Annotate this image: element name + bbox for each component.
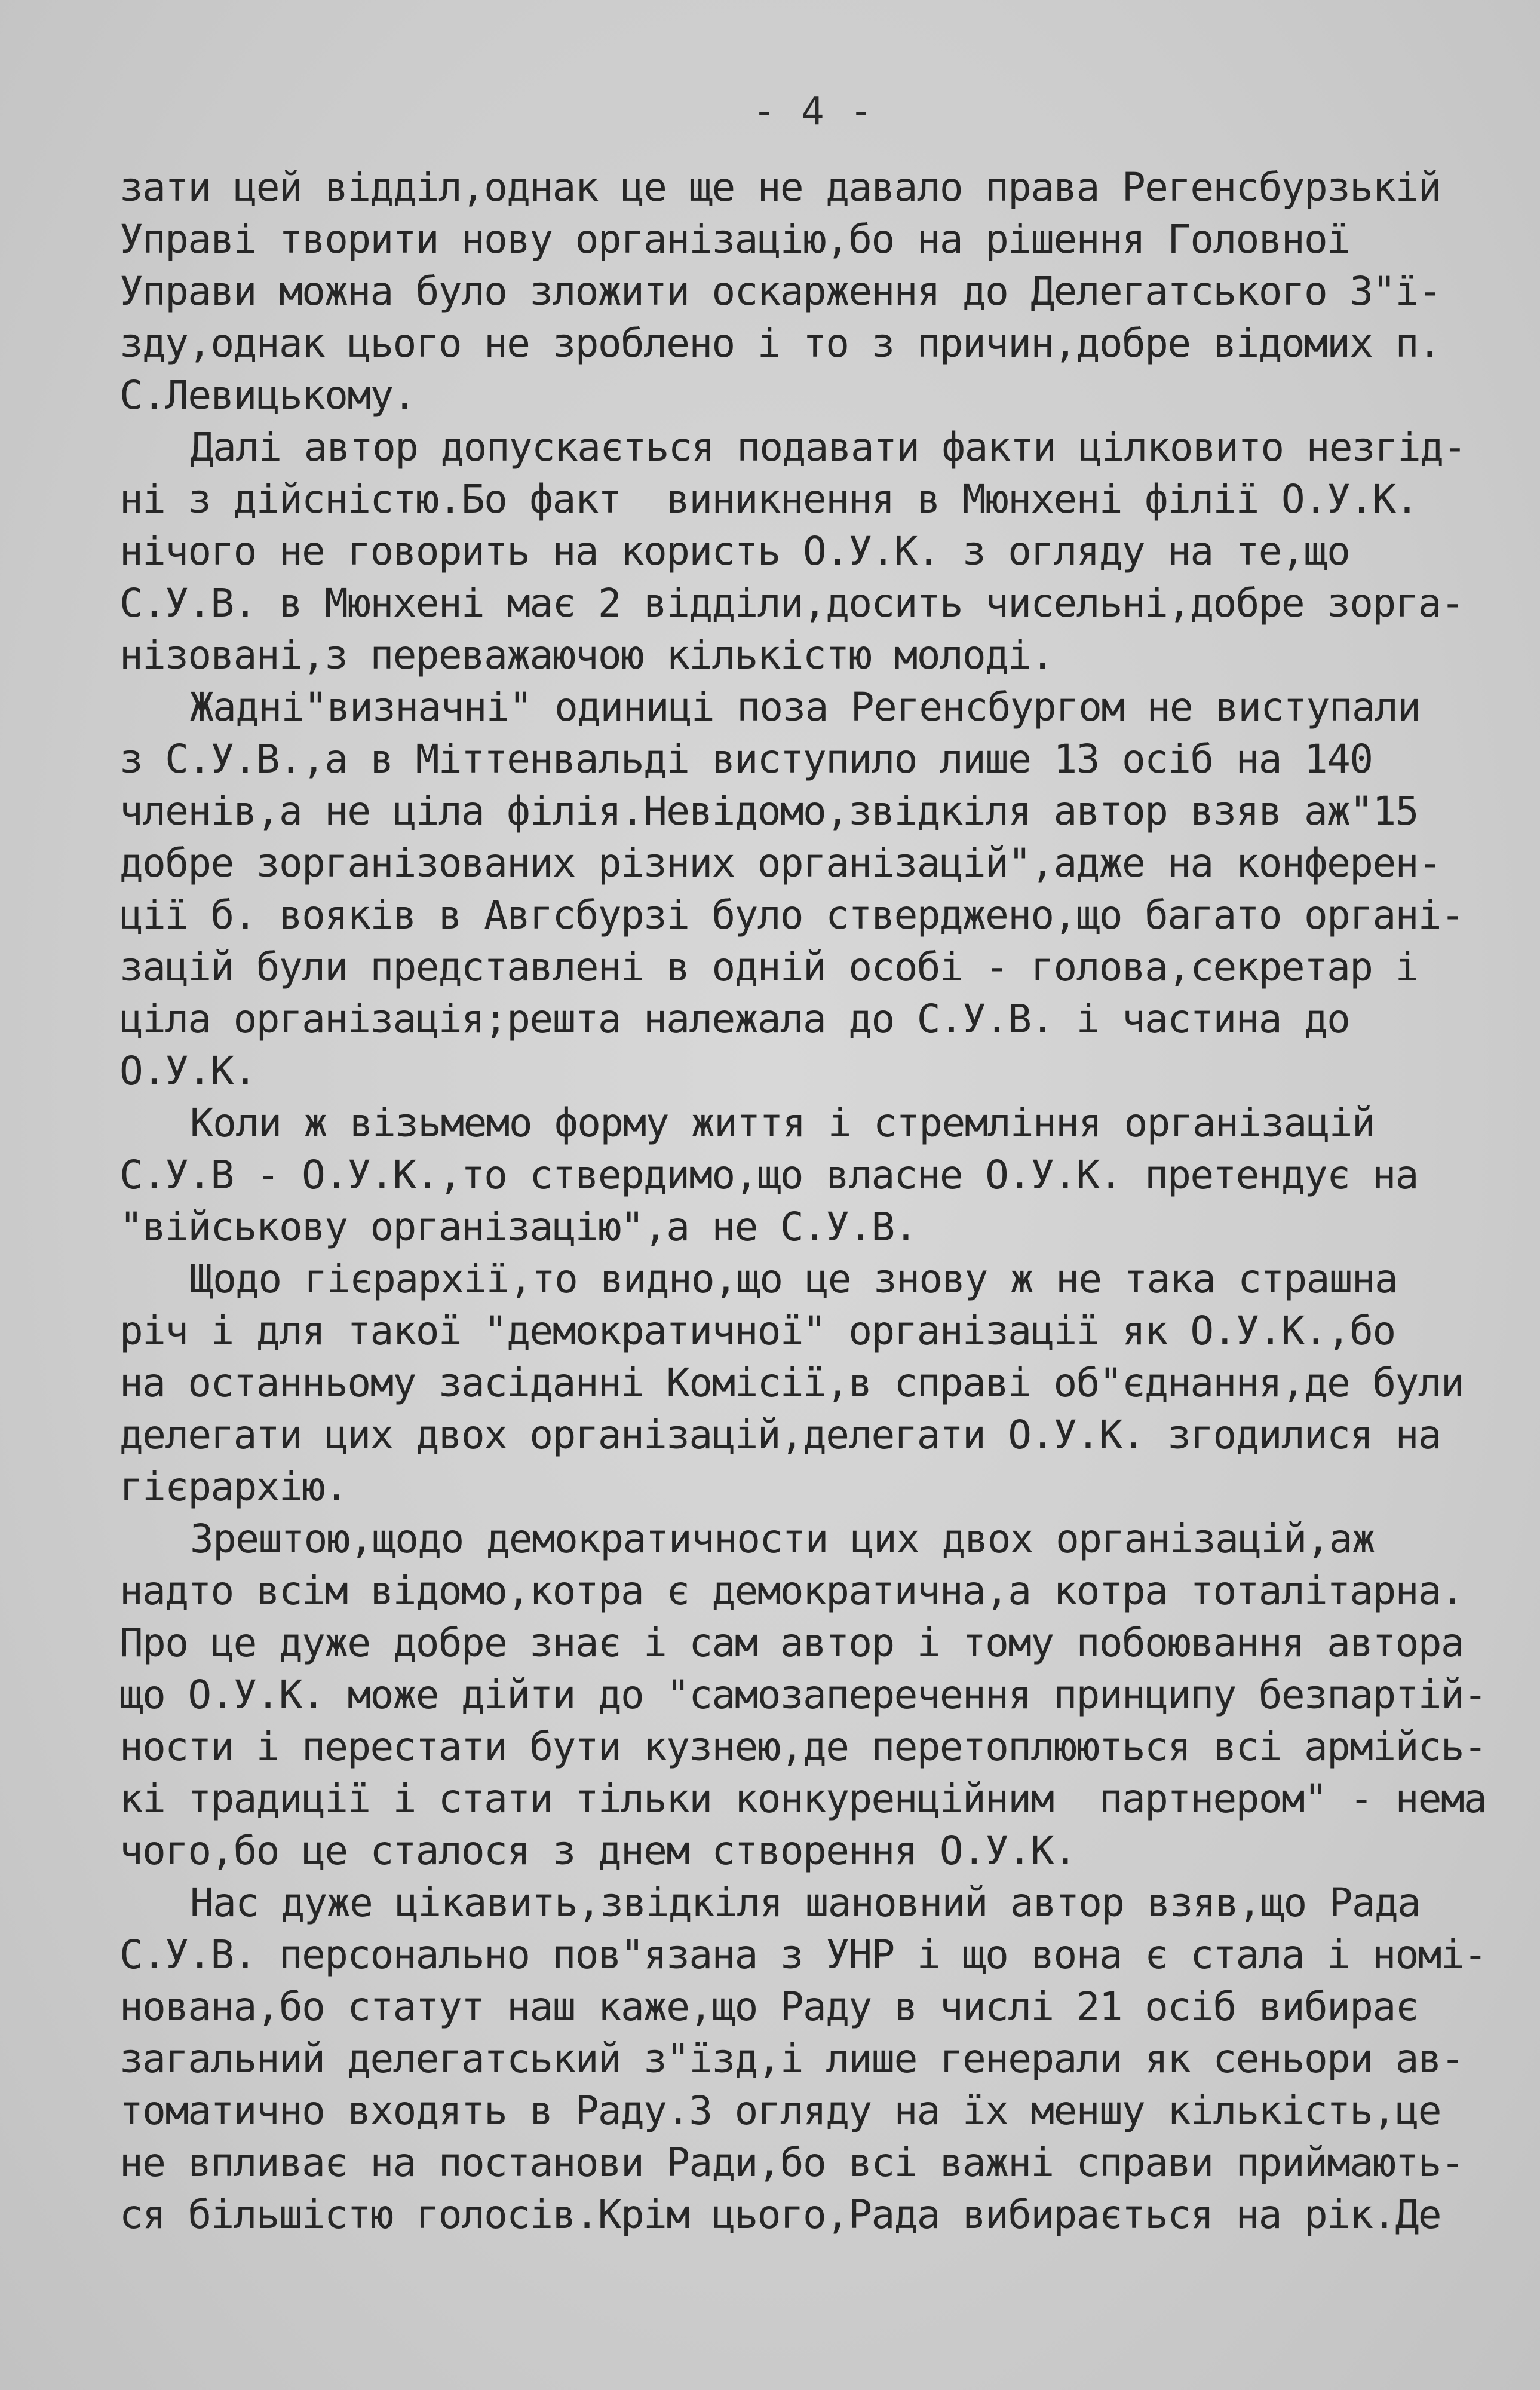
text-line: Про це дуже добре знає і сам автор і тому побоювання автора (119, 1620, 1464, 1666)
text-line: надто всім відомо,котра є демократична,а котра тоталітарна. (119, 1568, 1464, 1614)
document-body (119, 161, 1487, 2241)
text-line: С.У.В. в Мюнхені має 2 відділи,досить чисельні,добре зорга- (119, 580, 1464, 626)
text-line: чого,бо це сталося з днем створення О.У.К. (119, 1828, 1076, 1874)
text-line: що О.У.К. може дійти до "самозаперечення принципу безпартій- (119, 1672, 1487, 1718)
text-line: зати цей відділ,однак це ще не давало права Регенсбурзькій (119, 164, 1441, 210)
paragraph-start-line: Щодо гієрархії,то видно,що це знову ж не така страшна (190, 1256, 1398, 1302)
text-line: Управі творити нову організацію,бо на рішення Головної (119, 216, 1350, 262)
text-line: нована,бо статут наш каже,що Раду в числі 21 осіб вибирає (119, 1984, 1418, 2030)
text-line: С.У.В. персонально пов"язана з УНР і що вона є стала і номі- (119, 1932, 1487, 1978)
text-line: з С.У.В.,а в Міттенвальді виступило лише 13 осіб на 140 (119, 736, 1373, 782)
text-line: "військову організацію",а не С.У.В. (119, 1204, 917, 1250)
text-line: О.У.К. (119, 1048, 256, 1094)
text-line: загальний делегатський з"їзд,і лише генерали як сеньори ав- (119, 2036, 1464, 2082)
text-line: кі традиції і стати тільки конкуренційним партнером" - нема (119, 1776, 1487, 1822)
text-line: ціла організація;решта належала до С.У.В. і частина до (119, 996, 1350, 1042)
text-line: С.У.В - О.У.К.,то ствердимо,що власне О.У.К. претендує на (119, 1152, 1418, 1198)
text-line: томатично входять в Раду.З огляду на їх меншу кількість,це (119, 2088, 1441, 2134)
text-line: гієрархію. (119, 1464, 348, 1510)
paragraph-start-line: Коли ж візьмемо форму життя і стремління організацій (190, 1100, 1375, 1146)
text-line: членів,а не ціла філія.Невідомо,звідкіля автор взяв аж"15 (119, 788, 1418, 834)
text-line: зацій були представлені в одній особі - голова,секретар і (119, 944, 1418, 990)
text-line: Управи можна було зложити оскарження до Делегатського З"ї- (119, 268, 1441, 314)
text-line: нізовані,з переважаючою кількістю молоді. (119, 632, 1054, 678)
paragraph-start-line: Нас дуже цікавить,звідкіля шановний автор взяв,що Рада (190, 1880, 1421, 1926)
text-line: ности і перестати бути кузнею,де перетоплюються всі армійсь- (119, 1724, 1487, 1770)
text-line: ні з дійсністю.Бо факт виникнення в Мюнхені філії О.У.К. (119, 476, 1418, 522)
text-line: річ і для такої "демократичної" організації як О.У.К.,бо (119, 1308, 1395, 1354)
text-line: зду,однак цього не зроблено і то з причин,добре відомих п. (119, 320, 1441, 366)
text-line: не впливає на постанови Ради,бо всі важні справи приймають- (119, 2140, 1464, 2186)
paragraph-start-line: Далі автор допускається подавати факти цілковито незгід- (190, 424, 1466, 470)
text-line: С.Левицькому. (119, 372, 416, 418)
page-number: - 4 - (753, 90, 874, 134)
paragraph-start-line: Зрештою,щодо демократичности цих двох організацій,аж (190, 1516, 1375, 1562)
text-line: делегати цих двох організацій,делегати О.У.К. згодилися на (119, 1412, 1441, 1458)
text-line: добре зорганізованих різних організацій",адже на конферен- (119, 840, 1441, 886)
text-line: ції б. вояків в Авгсбурзі було стверджено,що багато органі- (119, 892, 1464, 938)
text-line: нічого не говорить на користь О.У.К. з огляду на те,що (119, 528, 1350, 574)
paragraph-start-line: Жадні"визначні" одиниці поза Регенсбургом не виступали (190, 684, 1421, 730)
text-line: ся більшістю голосів.Крім цього,Рада вибирається на рік.Де (119, 2192, 1441, 2238)
text-line: на останньому засіданні Комісії,в справі об"єднання,де були (119, 1360, 1464, 1406)
